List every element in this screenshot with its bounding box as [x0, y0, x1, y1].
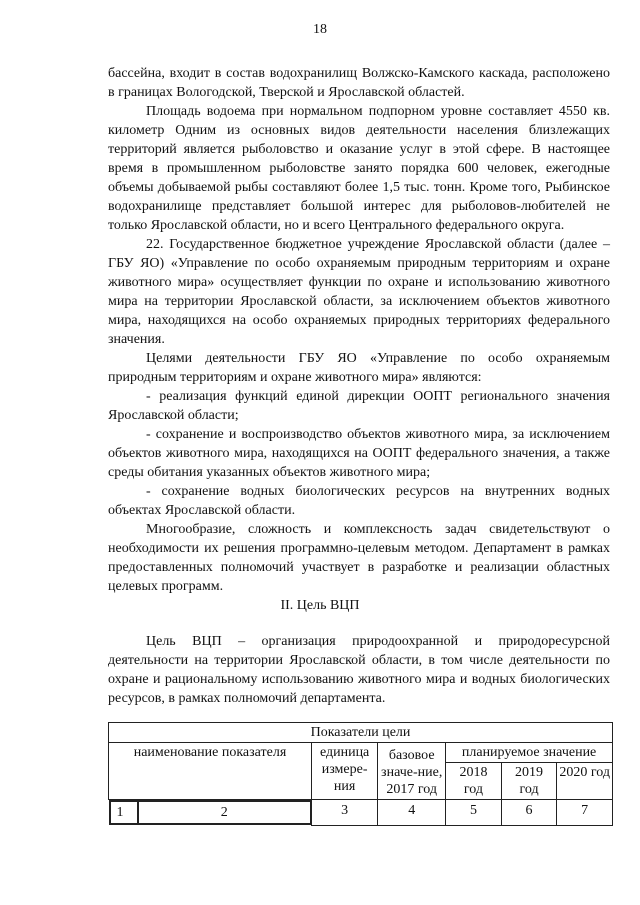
header-planned-value: планируемое значение	[446, 743, 613, 763]
number-cell-4: 4	[378, 800, 446, 826]
list-item-oopt-directorate: - реализация функций единой дирекции ООПТ регионального значения Ярославской области;	[108, 389, 610, 423]
list-item-aquatic-resources: - сохранение водных биологических ресурсов на внутренних водных объектах Ярославской области.	[108, 484, 610, 518]
goal-text-block	[108, 632, 610, 708]
header-base-value: базовое значе-ние, 2017 год	[378, 743, 446, 800]
page-number: 18	[313, 22, 327, 37]
table-caption: Показатели цели	[109, 723, 613, 743]
number-cell-group	[109, 800, 312, 826]
number-cell-2: 2	[138, 801, 311, 824]
paragraph-complexity: Многообразие, сложность и комплексность задач свидетельствуют о необходимости их решения программно-целевым методом. Департамент в рамках предоставленных полномочий участвует в разработке и реализации областных целевых программ.	[108, 522, 610, 594]
body-text	[108, 64, 610, 596]
indicators-table	[108, 722, 613, 826]
header-year-2018: 2018 год	[446, 763, 502, 800]
number-cell-7: 7	[557, 800, 613, 826]
goal-paragraph: Цель ВЦП – организация природоохранной и природоресурсной деятельности на территории Ярославской области, в том числе деятельности по охране и рациональному использованию животного мира и водных биологических ресурсов, в рамках полномочий департамента.	[108, 634, 610, 706]
number-cell-1: 1	[110, 801, 138, 824]
header-year-2019: 2019 год	[501, 763, 557, 800]
number-cell-5: 5	[446, 800, 502, 826]
section-heading: II. Цель ВЦП	[280, 598, 360, 613]
header-unit: единица измере-ния	[311, 743, 377, 800]
table-row	[109, 800, 613, 826]
first-cells	[109, 800, 311, 825]
paragraph-area: Площадь водоема при нормальном подпорном уровне составляет 4550 кв. километр Одним из основных видов деятельности населения близлежащих территорий является рыболовство и оказание услуг в этой сфере. В настоящее время в промышленном рыболовстве занято порядка 600 человек, ежегодные объемы добываемой рыбы составляют более 1,5 тыс. тонн. Кроме того, Рыбинское водохранилище представляет большой интерес для рыболовов-любителей не только Ярославской области, но и всего Центрального федерального округа.	[108, 104, 610, 233]
paragraph-goals-intro: Целями деятельности ГБУ ЯО «Управление по особо охраняемым природным территориям и охране животного мира» являются:	[108, 351, 610, 385]
number-cell-3: 3	[311, 800, 377, 826]
header-indicator-name: наименование показателя	[109, 743, 312, 800]
list-item-wildlife-protection: - сохранение и воспроизводство объектов животного мира, за исключением объектов животного мира, находящихся на ООПТ федерального значения, а также среды обитания указанных объектов животного мира;	[108, 427, 610, 480]
header-year-2020: 2020 год	[557, 763, 613, 800]
paragraph-gbu: 22. Государственное бюджетное учреждение Ярославской области (далее – ГБУ ЯО) «Управление по особо охраняемым природным территориям и охране животного мира» осуществляет функции по охране и использованию животного мира на территории Ярославской области, за исключением объектов животного мира, находящихся на особо охраняемых природных территориях федерального значения.	[108, 237, 610, 347]
paragraph-basin: бассейна, входит в состав водохранилищ Волжско-Камского каскада, расположено в границах Вологодской, Тверской и Ярославской областей.	[108, 66, 610, 100]
number-cell-6: 6	[501, 800, 557, 826]
